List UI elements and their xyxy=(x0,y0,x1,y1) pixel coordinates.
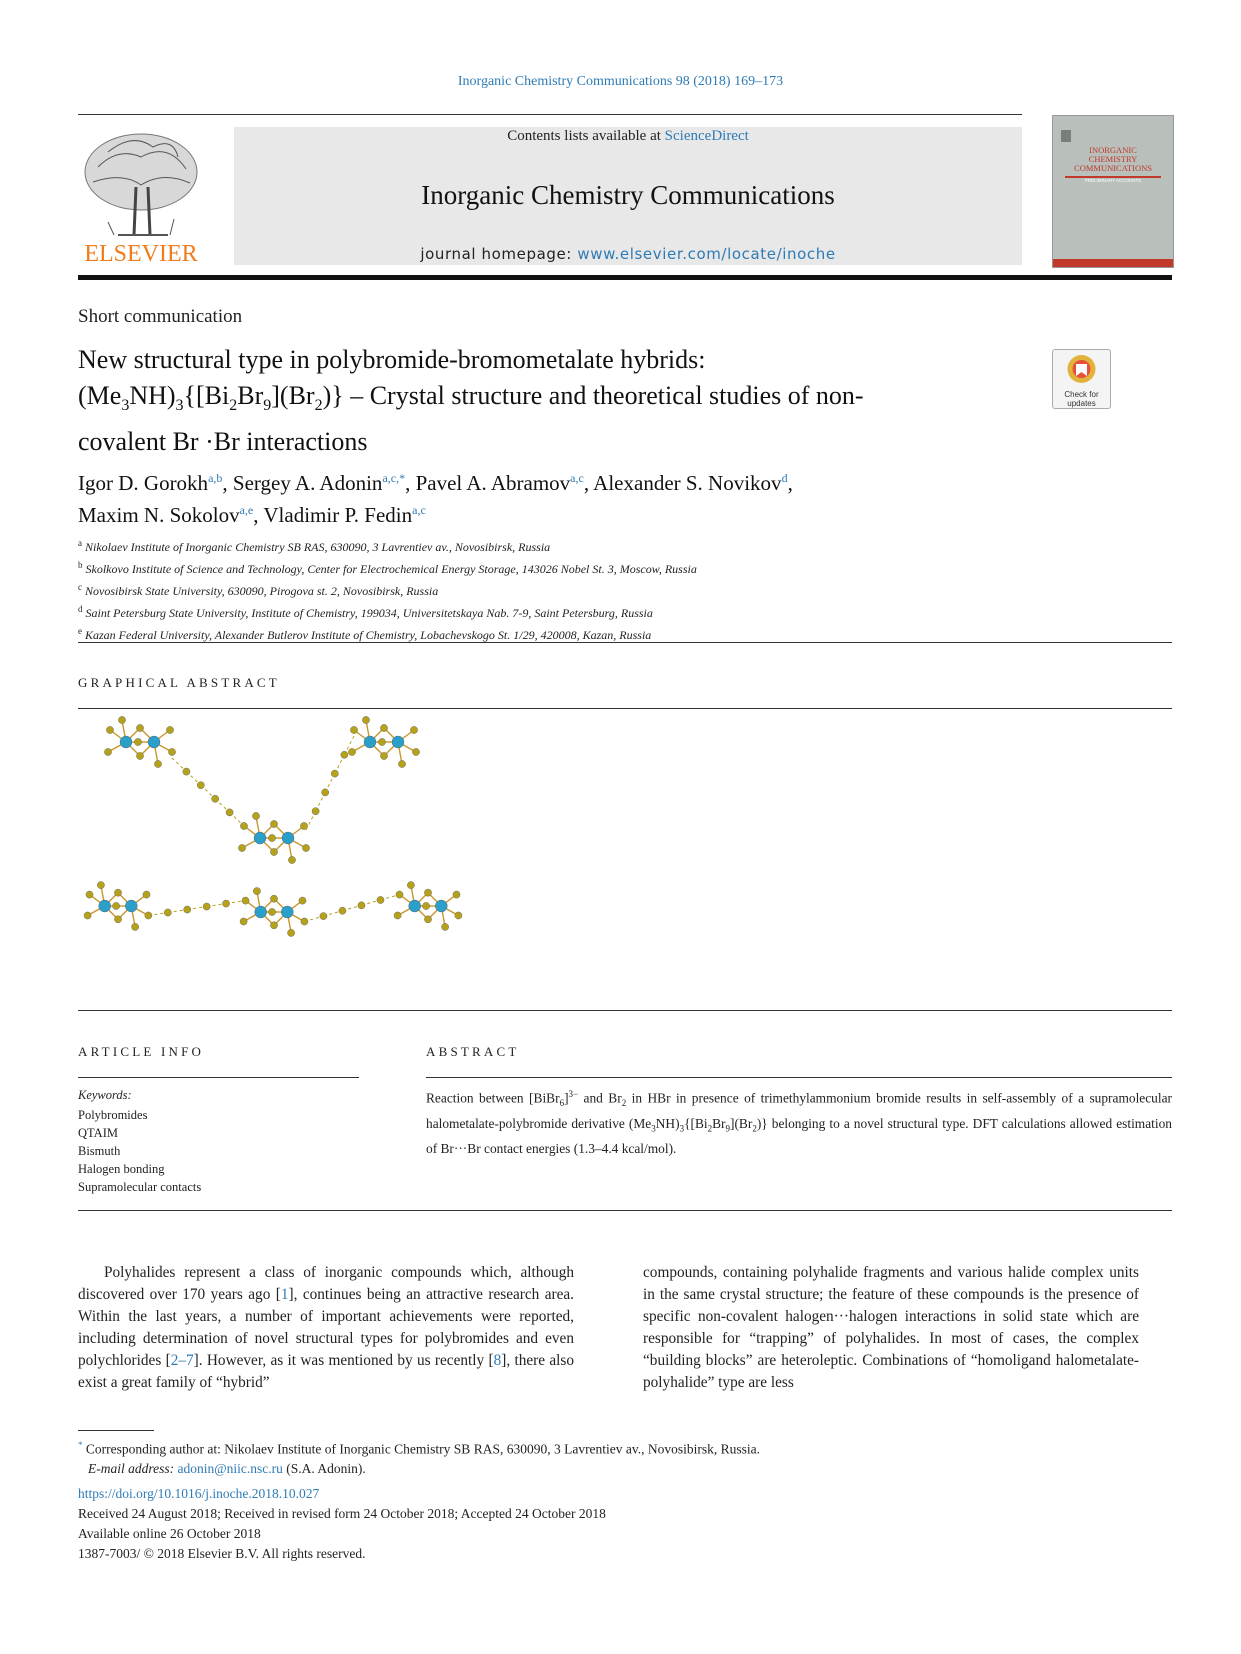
body-column-right: compounds, containing polyhalide fragments and various halide complex units in the same crystal structure; the feature of these compounds is the presence of specific non-covalent halogen···halogen interactions in solid state which are responsible for “trapping” of polyhalides. In most of cases, the complex “building blocks” are heteroleptic. Combinations of “homoligand halometalate-polyhalide” type are less xyxy=(643,1264,1139,1391)
bromine-atom xyxy=(407,882,414,889)
footnote-rule xyxy=(78,1430,154,1431)
header-thick-rule xyxy=(78,275,1172,280)
bromine-atom xyxy=(253,888,260,895)
bromine-atom xyxy=(270,848,277,855)
received-dates: Received 24 August 2018; Received in revised form 24 October 2018; Accepted 24 October 2018 xyxy=(78,1506,606,1521)
keyword: Polybromides xyxy=(78,1108,148,1122)
graphical-abstract-bottom-rule xyxy=(78,1010,1172,1011)
check-for-updates-button[interactable] xyxy=(1052,349,1111,409)
author[interactable]: Vladimir P. Fedin xyxy=(263,503,413,527)
bismuth-atom xyxy=(255,906,267,918)
affiliation: $^a$ Nikolaev Institute of Inorganic Chemistry SB RAS, 630090, 3 Lavrentiev av., Novosibirsk, Russia xyxy=(78,538,551,554)
cover-logo-icon xyxy=(1061,130,1071,142)
available-online: Available online 26 October 2018 xyxy=(78,1526,261,1541)
bismuth-atom xyxy=(281,906,293,918)
homepage-link[interactable]: www.elsevier.com/locate/inoche xyxy=(577,245,836,263)
elsevier-tree-icon xyxy=(78,127,204,267)
bismuth-atom xyxy=(282,832,294,844)
bromine-atom xyxy=(362,716,369,723)
bromine-atom xyxy=(396,891,403,898)
bromine-atom xyxy=(183,768,190,775)
graphical-abstract-figure[interactable] xyxy=(78,716,498,976)
reference-link[interactable]: 2–7 xyxy=(170,1352,194,1369)
bromine-atom xyxy=(302,844,309,851)
bromine-atom xyxy=(143,891,150,898)
author-affil-sup[interactable]: a,b xyxy=(208,471,223,485)
keyword: Halogen bonding xyxy=(78,1162,165,1176)
author[interactable]: Igor D. Gorokh xyxy=(78,471,209,495)
keywords-list xyxy=(78,1106,201,1196)
graphical-abstract-heading: GRAPHICAL ABSTRACT xyxy=(78,675,280,690)
author-list: Igor D. Gorokh$^{a,b}$, Sergey A. Adonin$^{a,c,*}$, Pavel A. Abramov$^{a,c}$, Alexander S. Novikov$^d$, Maxim N. Sokolov$^{a,e}$, Vladimir P. Fedin$^{a,c}$ xyxy=(78,471,793,527)
author[interactable]: Sergey A. Adonin xyxy=(232,471,383,495)
bromine-atom xyxy=(377,896,384,903)
bromine-atom xyxy=(331,770,338,777)
bromine-atom xyxy=(136,752,143,759)
elsevier-logo xyxy=(78,127,204,267)
homepage-prefix: journal homepage: xyxy=(420,245,578,263)
top-rule xyxy=(78,114,1022,115)
affiliation: $^c$ Novosibirsk State University, 630090, Pirogova st. 2, Novosibirsk, Russia xyxy=(78,582,439,598)
title-line: $(Me_3NH)_3\{[Bi_2Br_9](Br_2)\}$ – Crystal structure and theoretical studies of non- xyxy=(78,381,864,415)
bromine-atom xyxy=(350,726,357,733)
bromine-atom xyxy=(410,726,417,733)
bromine-atom xyxy=(197,782,204,789)
abstract-rule xyxy=(426,1077,1172,1078)
abstract-heading: ABSTRACT xyxy=(426,1044,520,1059)
bismuth-atom xyxy=(435,900,447,912)
abstract-text: Reaction between [BiBr$_6$]$^{3-}$ and $Br_2$ in HBr in presence of trimethylammonium bromide results in self-assembly of a supramolecular halometalate-polybromide derivative $(Me_3NH)_3\{[Bi_2Br_9](Br_2)\}$ belonging to a novel structural type. DFT calculations allowed estimation of Br···Br contact energies (1.3–4.4 kcal/mol). xyxy=(426,1089,1172,1156)
footnote-line: * Corresponding author at: Nikolaev Institute of Inorganic Chemistry SB RAS, 630090, 3 Lavrentiev av., Novosibirsk, Russia. xyxy=(78,1440,761,1457)
keywords-label: Keywords: xyxy=(78,1088,132,1102)
bromine-atom xyxy=(269,908,276,915)
bismuth-atom xyxy=(148,736,160,748)
bromine-atom xyxy=(132,923,139,930)
author-affil-sup[interactable]: a,e xyxy=(239,503,254,517)
affiliation: $^b$ Skolkovo Institute of Science and Technology, Center for Electrochemical Energy Storage, 143026 Nobel St. 3, Moscow, Russia xyxy=(78,560,697,576)
footnote-marker[interactable]: * xyxy=(78,1440,83,1450)
affiliation: $^d$ Saint Petersburg State University, Institute of Chemistry, 199034, Universitetskaya Nab. 7-9, Saint Petersburg, Russia xyxy=(78,604,653,620)
graphical-abstract-rule xyxy=(78,708,1172,709)
cover-title xyxy=(1053,146,1173,173)
homepage-line xyxy=(234,245,1022,263)
bromine-atom xyxy=(164,909,171,916)
keyword: QTAIM xyxy=(78,1126,118,1140)
bismuth-atom xyxy=(125,900,137,912)
bromine-atom xyxy=(154,760,161,767)
bromine-atom xyxy=(312,808,319,815)
author[interactable]: Pavel A. Abramov xyxy=(415,471,571,495)
bromine-atom xyxy=(348,748,355,755)
bromine-atom xyxy=(380,752,387,759)
bismuth-atom xyxy=(99,900,111,912)
bromine-atom xyxy=(118,716,125,723)
bromine-atom xyxy=(226,809,233,816)
bromine-atom xyxy=(84,912,91,919)
bromine-atom xyxy=(184,906,191,913)
author-affil-sup[interactable]: a,c xyxy=(570,471,584,485)
bromine-atom xyxy=(168,748,175,755)
reference-link[interactable]: 8 xyxy=(493,1352,502,1369)
bromine-atom xyxy=(212,795,219,802)
bromine-atom xyxy=(252,812,259,819)
contents-line xyxy=(234,128,1022,145)
bromine-atom xyxy=(442,923,449,930)
abstract-bottom-rule xyxy=(78,1210,1172,1211)
journal-title: Inorganic Chemistry Communications xyxy=(421,180,835,210)
cover-title-line: INORGANIC xyxy=(1089,145,1137,155)
bromine-atom xyxy=(424,916,431,923)
sciencedirect-link[interactable]: ScienceDirect xyxy=(664,128,749,144)
bismuth-atom xyxy=(120,736,132,748)
bromine-atom xyxy=(136,724,143,731)
crossmark-label: Check for updates xyxy=(1064,390,1099,408)
reference-link[interactable]: 1 xyxy=(280,1286,289,1303)
bromine-atom xyxy=(358,902,365,909)
author-affil-sup[interactable]: a,c xyxy=(412,503,426,517)
keyword: Supramolecular contacts xyxy=(78,1180,202,1194)
bromine-atom xyxy=(288,856,295,863)
bismuth-atom xyxy=(392,736,404,748)
bismuth-atom xyxy=(254,832,266,844)
bromine-atom xyxy=(398,760,405,767)
bromine-atom xyxy=(114,889,121,896)
article-info-rule xyxy=(78,1077,359,1078)
contents-prefix: Contents lists available at xyxy=(507,128,665,144)
author[interactable]: Alexander S. Novikov xyxy=(593,471,782,495)
bromine-atom xyxy=(222,900,229,907)
affiliations xyxy=(78,534,1168,644)
cover-title-line: CHEMISTRY xyxy=(1088,154,1138,164)
cover-title-line: COMMUNICATIONS xyxy=(1074,163,1152,173)
bromine-atom xyxy=(380,724,387,731)
affiliations-rule xyxy=(78,642,1172,643)
author[interactable]: Maxim N. Sokolov xyxy=(78,503,240,527)
title-line: covalent Br ·Br interactions xyxy=(78,427,368,457)
bromine-atom xyxy=(455,912,462,919)
bromine-atom xyxy=(86,891,93,898)
bromine-atom xyxy=(320,913,327,920)
bromine-atom xyxy=(339,907,346,914)
bromine-atom xyxy=(288,929,295,936)
bromine-atom xyxy=(412,748,419,755)
crossmark-icon xyxy=(1053,350,1110,386)
bromine-atom xyxy=(134,738,141,745)
affiliation: $^e$ Kazan Federal University, Alexander Butlerov Institute of Chemistry, Lobachevskogo St. 1/29, 420008, Kazan, Russia xyxy=(78,626,652,642)
bromine-atom xyxy=(423,902,430,909)
author-affil-sup[interactable]: a,c,* xyxy=(382,471,406,485)
article-info-heading: ARTICLE INFO xyxy=(78,1044,205,1059)
email-link[interactable]: adonin@niic.nsc.ru xyxy=(177,1461,283,1476)
bromine-atom xyxy=(270,820,277,827)
bromine-atom xyxy=(270,922,277,929)
cover-footer-band xyxy=(1053,259,1173,267)
elsevier-wordmark: ELSEVIER xyxy=(84,241,198,267)
bromine-atom xyxy=(242,897,249,904)
bismuth-atom xyxy=(409,900,421,912)
bromine-atom xyxy=(238,844,245,851)
crystal-structure-diagram xyxy=(78,716,498,976)
bromine-atom xyxy=(113,902,120,909)
bromine-atom xyxy=(268,834,275,841)
article-title xyxy=(78,342,1038,460)
bromine-atom xyxy=(203,903,210,910)
author-affil-sup[interactable]: d xyxy=(781,471,788,485)
corresponding-author-footnote xyxy=(78,1436,1172,1479)
body-column-left: Polyhalides represent a class of inorganic compounds which, although discovered over 170 years ago [1], continues being an attractive research area. Within the last years, a number of important achievements were reported, including determination of novel structural types for polybromides and even polychlorides [2–7]. However, as it was mentioned by us recently [8], there also exist a great family of “hybrid” xyxy=(78,1264,575,1391)
bromine-atom xyxy=(341,751,348,758)
bromine-atom xyxy=(378,738,385,745)
bromine-atom xyxy=(322,789,329,796)
journal-reference[interactable]: Inorganic Chemistry Communications 98 (2018) 169–173 xyxy=(457,74,784,89)
article-type: Short communication xyxy=(78,306,243,327)
doi-link[interactable]: https://doi.org/10.1016/j.inoche.2018.10.027 xyxy=(78,1486,320,1501)
copyright: 1387-7003/ © 2018 Elsevier B.V. All rights reserved. xyxy=(78,1546,366,1561)
keyword: Bismuth xyxy=(78,1144,121,1158)
bromine-atom xyxy=(114,916,121,923)
journal-cover-image[interactable] xyxy=(1052,115,1174,268)
title-line: New structural type in polybromide-bromometalate hybrids: xyxy=(78,345,706,374)
bromine-atom xyxy=(424,889,431,896)
email-line: E-mail address: adonin@niic.nsc.ru (S.A. Adonin). xyxy=(88,1461,366,1476)
bromine-atom xyxy=(453,891,460,898)
bromine-atom xyxy=(104,748,111,755)
bismuth-atom xyxy=(364,736,376,748)
bromine-atom xyxy=(394,912,401,919)
publication-info xyxy=(78,1484,1172,1564)
bromine-atom xyxy=(106,726,113,733)
bromine-atom xyxy=(97,882,104,889)
bromine-atom xyxy=(299,897,306,904)
cover-subtitle: PRELIMINARY ACCOUNTS xyxy=(1084,178,1142,183)
bromine-atom xyxy=(270,895,277,902)
bromine-atom xyxy=(240,918,247,925)
bromine-atom xyxy=(166,726,173,733)
